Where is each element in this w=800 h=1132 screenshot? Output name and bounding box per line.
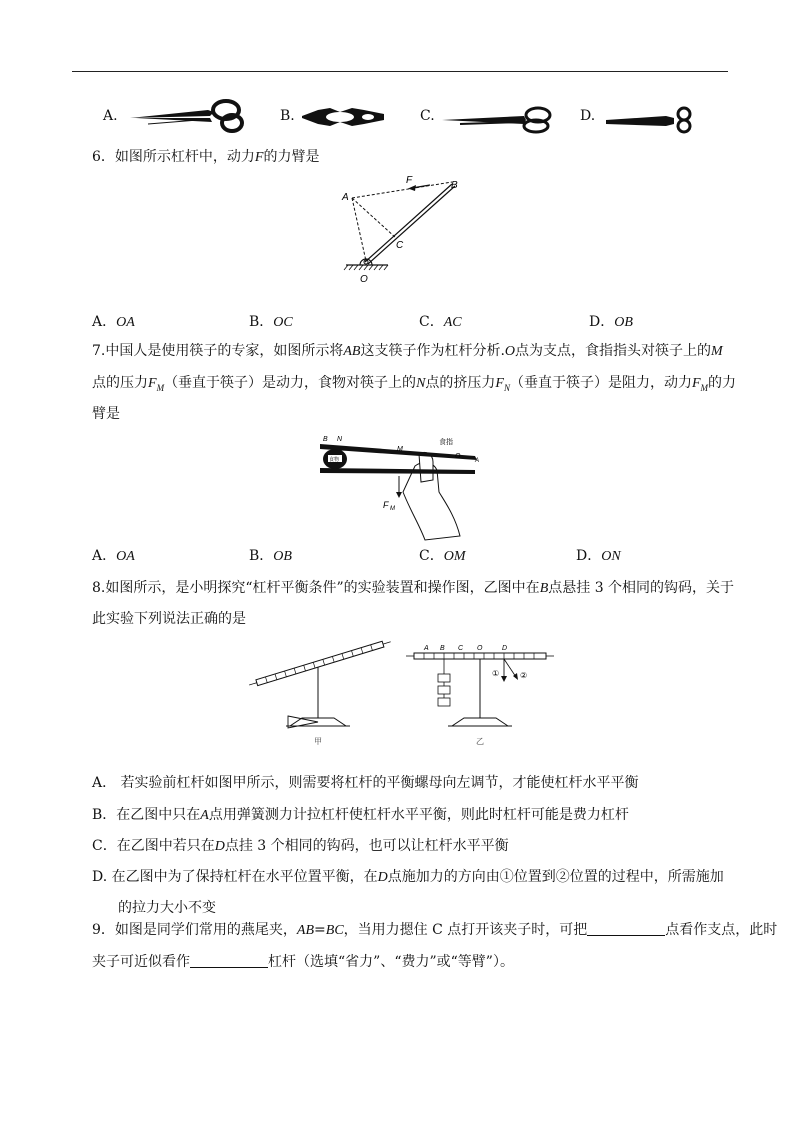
option-letter: A． [92, 548, 117, 564]
q8-lever-figures [240, 640, 570, 748]
stem-var: F [495, 376, 504, 391]
label-n: N [337, 436, 343, 443]
stem-text: 此实验下列说法正确的是 [92, 611, 246, 627]
option-letter: C． [419, 548, 444, 564]
option-text: 点挂 3 个相同的钩码，也可以让杠杆水平平衡 [224, 838, 509, 854]
option-text: D. 在乙图中为了保持杠杆在水平位置平衡，在 [92, 869, 378, 885]
stem-text: = [314, 922, 326, 938]
q8-stem-line-1 [92, 578, 734, 599]
label-o: O [477, 645, 483, 652]
stem-text: （垂直于筷子）是动力，食物对筷子上的 [164, 375, 417, 391]
stem-text: 点的挤压力 [425, 375, 496, 391]
label-a: A [475, 458, 480, 464]
stem-text: 的力臂是 [263, 149, 320, 165]
q8-option-a[interactable] [92, 773, 639, 793]
q5-option-b [280, 108, 295, 124]
q8-option-c[interactable] [92, 836, 509, 857]
stem-var: N [416, 376, 426, 391]
q6-option-d[interactable] [589, 312, 633, 333]
stem-var: F [691, 376, 701, 391]
option-text: B．在乙图中只在 [92, 807, 201, 823]
q7-option-a[interactable] [92, 546, 135, 567]
q8-option-b[interactable] [92, 805, 629, 826]
stem-text: 点看作支点，此时 [665, 922, 778, 938]
stem-text: 点悬挂 3 个相同的钩码，关于 [548, 580, 735, 596]
option-letter: D． [589, 314, 615, 330]
stem-text: 的力 [708, 375, 737, 391]
label-o: O [455, 453, 461, 460]
answer-blank-1[interactable] [587, 921, 665, 936]
option-var: D [377, 870, 388, 885]
option-text: A． 若实验前杠杆如图甲所示，则需要将杠杆的平衡螺母向左调节，才能使杠杆水平平衡 [92, 775, 639, 791]
q5-option-a [103, 108, 118, 124]
stem-var: AB [296, 923, 315, 938]
label-d: D [502, 645, 508, 652]
stem-sub: M [156, 382, 165, 393]
option-letter: D. [580, 108, 596, 124]
label-a: A [342, 192, 349, 203]
stem-sub: N [503, 382, 510, 393]
figure-jia [248, 640, 391, 746]
q5-option-d [580, 108, 595, 124]
option-text: OB [273, 549, 292, 564]
q7-stem-line-3 [92, 404, 120, 424]
stem-text: 夹子可近似看作 [92, 954, 190, 970]
q8-option-d-cont [118, 898, 216, 918]
option-text: 点用弹簧测力计拉杠杆使杠杆水平平衡，则此时杠杆可能是费力杠杆 [208, 807, 629, 823]
stem-sub: M [700, 382, 709, 393]
scissors-hair-cutting-icon [604, 104, 696, 134]
option-text: ON [601, 549, 621, 564]
label-food: 食物 [329, 457, 340, 463]
stem-text: 如图是同学们常用的燕尾夹， [114, 922, 297, 938]
stem-var: F [148, 376, 157, 391]
q9-stem-line-1 [92, 920, 777, 941]
option-letter: B． [249, 548, 274, 564]
stem-text: 如图所示杠杆中，动力 [114, 149, 255, 165]
q7-stem-line-1 [92, 341, 723, 362]
stem-text: 臂是 [92, 406, 120, 422]
option-var: D [214, 839, 225, 854]
q8-option-d[interactable] [92, 867, 724, 888]
label-fm: F [383, 500, 389, 510]
stem-text: 中国人是使用筷子的专家，如图所示将 [105, 343, 344, 359]
label-o: O [360, 274, 368, 285]
stem-text: 点为支点，食指指头对筷子上的 [515, 343, 712, 359]
option-text: OA [116, 549, 135, 564]
option-text: OB [614, 315, 633, 330]
stem-var: AB [343, 344, 361, 359]
option-text: AC [443, 315, 462, 330]
option-letter: C. [420, 108, 435, 124]
stem-text: 杠杆（选填“省力”、“费力”或“等臂”）。 [268, 954, 514, 970]
answer-blank-2[interactable] [190, 953, 268, 968]
option-letter: B. [280, 108, 295, 124]
stem-var: BC [325, 923, 344, 938]
option-letter: D． [576, 548, 602, 564]
stem-var: B [539, 581, 549, 596]
label-b: B [323, 436, 328, 443]
q9-stem-line-2 [92, 952, 514, 972]
q7-option-c[interactable] [419, 546, 466, 567]
option-text: OC [273, 315, 293, 330]
scissors-long-thin-icon [440, 104, 554, 134]
option-text: C．在乙图中若只在 [92, 838, 215, 854]
label-b: B [440, 645, 445, 652]
option-letter: A． [92, 314, 117, 330]
option-letter: B． [249, 314, 274, 330]
q6-option-b[interactable] [249, 312, 293, 333]
stem-text: 这支筷子作为杠杆分析. [360, 343, 505, 359]
q6-stem [92, 147, 319, 168]
q7-stem-line-2 [92, 373, 736, 398]
label-finger: 食指 [439, 439, 453, 446]
stem-text: 如图所示，是小明探究“杠杆平衡条件”的实验装置和操作图，乙图中在 [105, 580, 540, 596]
q6-option-a[interactable] [92, 312, 135, 333]
stem-var: F [254, 150, 264, 165]
option-letter: A. [103, 108, 118, 124]
stem-var: O [504, 344, 516, 359]
q7-chopsticks-figure [315, 432, 495, 544]
q5-option-c [420, 108, 435, 124]
label-c: C [458, 645, 464, 652]
option-text: 点施加力的方向由①位置到②位置的过程中，所需施加 [387, 869, 724, 885]
question-number: 7. [92, 343, 106, 359]
stem-text: ，当用力摁住 C 点打开该夹子时，可把 [343, 922, 588, 938]
option-text: OM [443, 549, 466, 564]
label-f: F [406, 175, 413, 186]
question-number: 9． [92, 922, 115, 938]
question-number: 6． [92, 149, 115, 165]
figure-yi [406, 645, 554, 746]
label-jia: 甲 [314, 737, 322, 746]
option-var: A [200, 808, 209, 823]
option-text: 的拉力大小不变 [118, 900, 216, 916]
scissors-long-blade-icon [128, 98, 250, 134]
label-position-2: ② [520, 671, 528, 680]
label-m: M [397, 446, 403, 453]
header-rule [72, 71, 728, 72]
stem-var: M [711, 344, 723, 359]
label-a: A [424, 645, 429, 652]
option-text: OA [116, 315, 135, 330]
q7-option-d[interactable] [576, 546, 621, 567]
question-number: 8. [92, 580, 106, 596]
q6-lever-figure [330, 172, 470, 290]
scissors-short-blade-icon [300, 102, 386, 132]
label-position-1: ① [492, 669, 500, 678]
label-b: B [451, 180, 458, 191]
label-yi: 乙 [476, 737, 484, 746]
q6-option-c[interactable] [419, 312, 462, 333]
stem-text: （垂直于筷子）是阻力，动力 [509, 375, 692, 391]
stem-text: 点的压力 [92, 375, 148, 391]
q7-option-b[interactable] [249, 546, 292, 567]
q8-stem-line-2 [92, 609, 246, 629]
label-c: C [396, 240, 404, 251]
label-fm-sub: M [390, 506, 395, 512]
option-letter: C． [419, 314, 444, 330]
